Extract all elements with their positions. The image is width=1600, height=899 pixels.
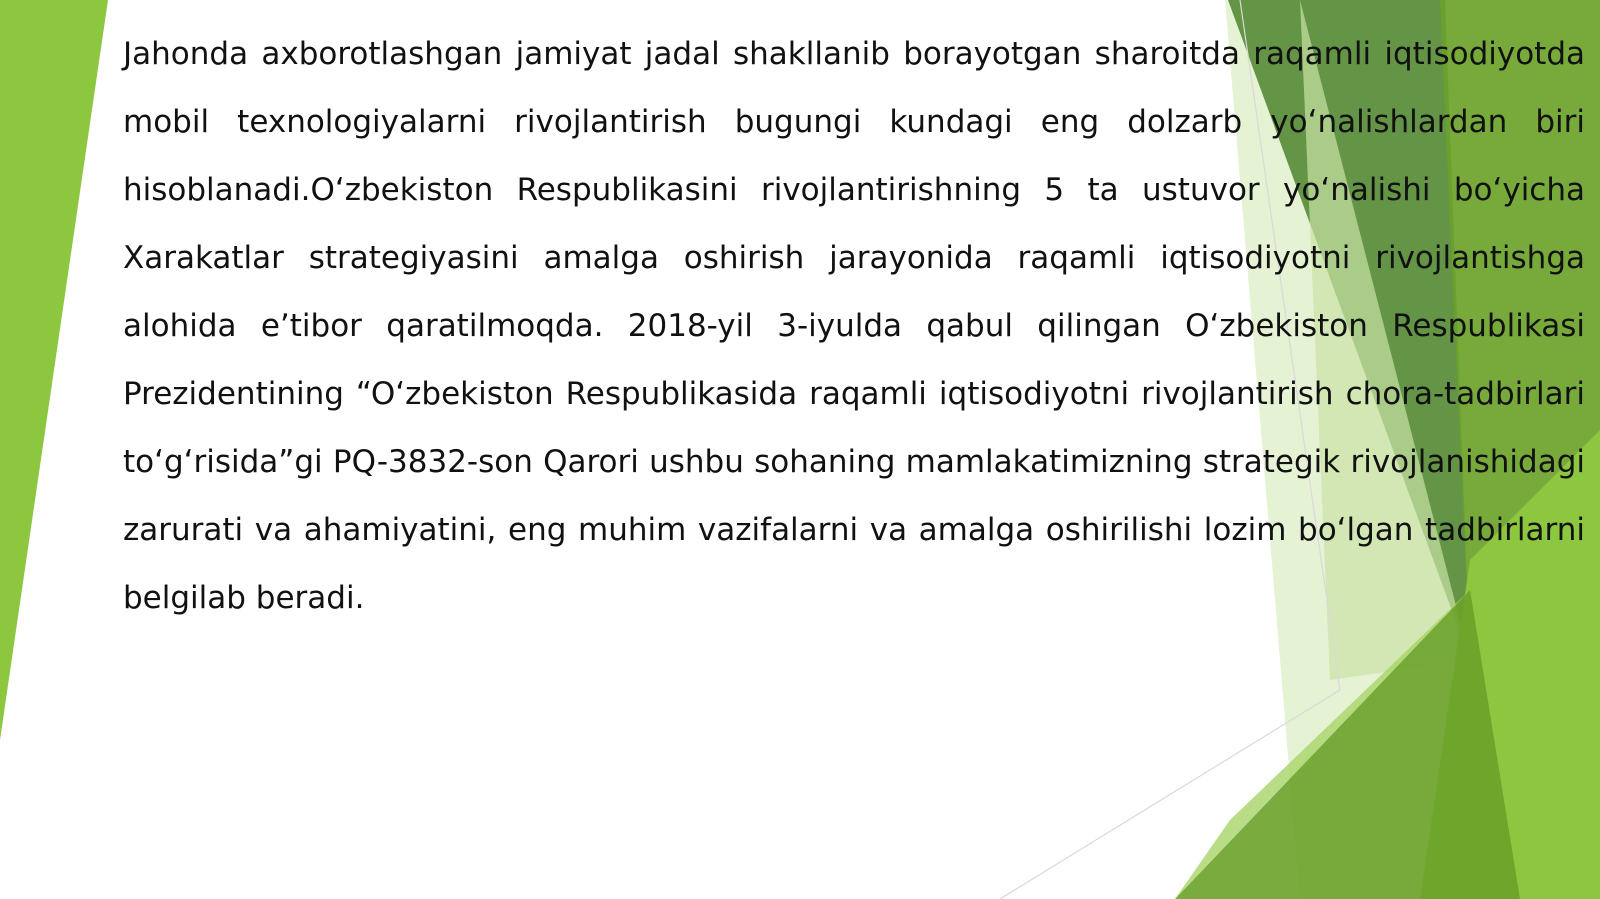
left-green-facet [0, 0, 108, 740]
body-paragraph: Jahonda axborotlashgan jamiyat jadal shakllanib borayotgan sharoitda raqamli iqtisodiyotda mobil texnologiyalarni rivojlantirish bugungi kundagi eng dolzarb yo‘nalishlardan biri hisoblanadi.O‘zbekiston Respublikasini rivojlantirishning 5 ta ustuvor yo‘nalishi bo‘yicha Xarakatlar strategiyasini amalga oshirish jarayonida raqamli iqtisodiyotni rivojlantishga alohida e’tibor qaratilmoqda. 2018-yil 3-iyulda qabul qilingan O‘zbekiston Respublikasi Prezidentining “O‘zbekiston Respublikasida raqamli iqtisodiyotni rivojlantirish chora-tadbirlari to‘g‘risida”gi PQ-3832-son Qarori ushbu sohaning mamlakatimizning strategik rivojlanishidagi zarurati va ahamiyatini, eng muhim vazifalarni va amalga oshirilishi lozim bo‘lgan tadbirlarni belgilab beradi. [123, 36, 1585, 616]
